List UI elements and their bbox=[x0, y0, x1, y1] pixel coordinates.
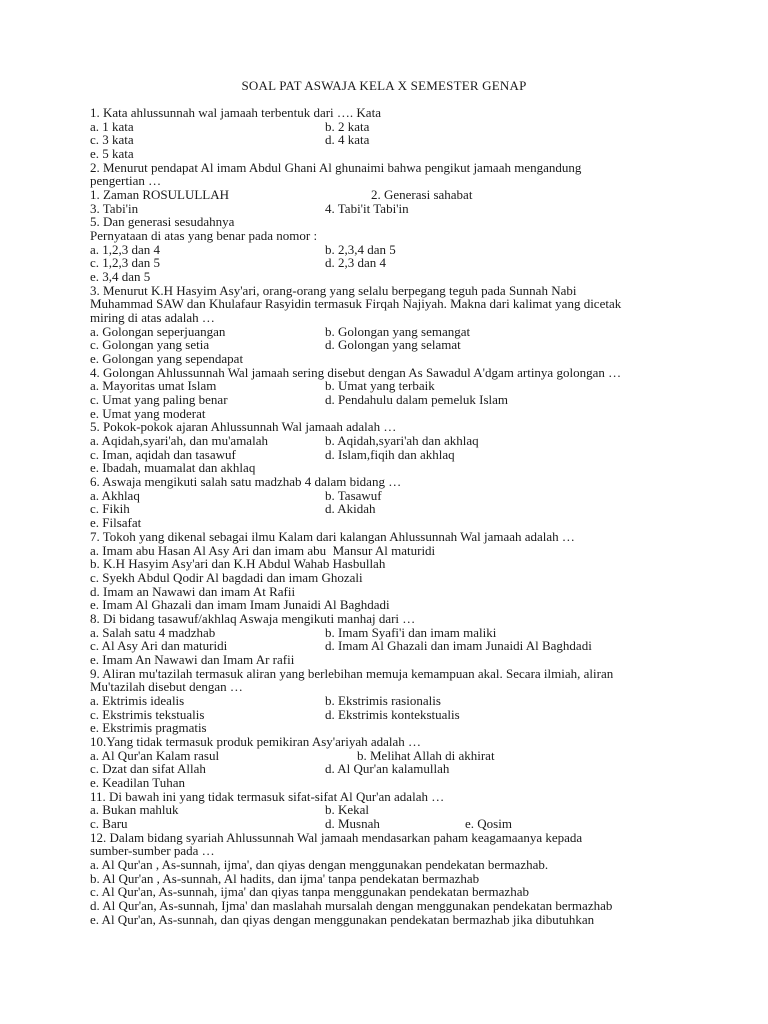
line-text: pengertian … bbox=[90, 173, 162, 189]
line-text: b. Golongan yang semangat bbox=[325, 323, 471, 339]
line-text: e. Imam Al Ghazali dan imam Imam Junaidi Al Baghdadi bbox=[90, 597, 390, 613]
line-text: c. Iman, aqidah dan tasawuf bbox=[90, 446, 236, 462]
text-line bbox=[90, 174, 690, 188]
line-text: 9. Aliran mu'tazilah termasuk aliran yang berlebihan memuja kemampuan akal. Secara ilmiah, aliran bbox=[90, 665, 614, 681]
line-text: e. Keadilan Tuhan bbox=[90, 774, 185, 790]
text-line bbox=[90, 571, 690, 585]
text-line bbox=[90, 147, 690, 161]
line-text: e. Qosim bbox=[465, 815, 512, 831]
line-text: c. 1,2,3 dan 5 bbox=[90, 255, 161, 271]
line-text: a. Akhlaq bbox=[90, 487, 140, 503]
text-line bbox=[90, 680, 690, 694]
text-line bbox=[90, 120, 690, 134]
line-text: e. Al Qur'an, As-sunnah, dan qiyas dengan menggunakan pendekatan bermazhab jika dibutuhkan bbox=[90, 911, 595, 927]
text-line bbox=[90, 708, 690, 722]
line-text: c. Baru bbox=[90, 815, 128, 831]
line-text: 8. Di bidang tasawuf/akhlaq Aswaja mengikuti manhaj dari … bbox=[90, 610, 416, 626]
line-text: a. Imam abu Hasan Al Asy Ari dan imam abu Mansur Al maturidi bbox=[90, 542, 436, 558]
text-line bbox=[90, 612, 690, 626]
line-text: sumber-sumber pada … bbox=[90, 843, 215, 859]
line-text: a. Al Qur'an Kalam rasul bbox=[90, 747, 220, 763]
line-text: e. Ibadah, muamalat dan akhlaq bbox=[90, 460, 256, 476]
text-line bbox=[90, 639, 690, 653]
text-line bbox=[90, 243, 690, 257]
line-text: c. Syekh Abdul Qodir Al bagdadi dan imam Ghozali bbox=[90, 569, 363, 585]
text-line bbox=[90, 297, 690, 311]
page-title: SOAL PAT ASWAJA KELA X SEMESTER GENAP bbox=[241, 78, 527, 93]
line-text: d. Islam,fiqih dan akhlaq bbox=[325, 446, 455, 462]
text-line bbox=[90, 885, 690, 899]
line-text: e. 3,4 dan 5 bbox=[90, 269, 151, 285]
line-text: 11. Di bawah ini yang tidak termasuk sifat-sifat Al Qur'an adalah … bbox=[90, 788, 445, 804]
line-text: b. Aqidah,syari'ah dan akhlaq bbox=[325, 433, 479, 449]
line-text: Pernyataan di atas yang benar pada nomor : bbox=[90, 228, 318, 244]
line-text: d. Golongan yang selamat bbox=[325, 337, 461, 353]
line-text: 5. Dan generasi sesudahnya bbox=[90, 214, 235, 230]
line-text: c. Ekstrimis tekstualis bbox=[90, 706, 205, 722]
text-line bbox=[90, 585, 690, 599]
line-text: a. 1,2,3 dan 4 bbox=[90, 241, 161, 257]
line-text: 2. Menurut pendapat Al imam Abdul Ghani Al ghunaimi bahwa pengikut jamaah mengandung bbox=[90, 159, 582, 175]
line-text: e. Umat yang moderat bbox=[90, 405, 206, 421]
line-text: c. Golongan yang setia bbox=[90, 337, 210, 353]
line-text: 3. Menurut K.H Hasyim Asy'ari, orang-orang yang selalu berpegang teguh pada Sunnah Nabi bbox=[90, 282, 577, 298]
text-line bbox=[90, 407, 690, 421]
text-line bbox=[90, 393, 690, 407]
text-line bbox=[90, 626, 690, 640]
text-line bbox=[90, 434, 690, 448]
line-text: c. Al Qur'an, As-sunnah, ijma' dan qiyas tanpa menggunakan pendekatan bermazhab bbox=[90, 884, 529, 900]
line-text: a. Mayoritas umat Islam bbox=[90, 378, 217, 394]
line-text: d. Musnah bbox=[325, 815, 380, 831]
line-text: b. Tasawuf bbox=[325, 487, 382, 503]
text-line bbox=[90, 653, 690, 667]
text-line bbox=[90, 215, 690, 229]
text-line bbox=[90, 544, 690, 558]
line-text: b. K.H Hasyim Asy'ari dan K.H Abdul Wahab Hasbullah bbox=[90, 556, 386, 572]
line-text: d. Al Qur'an, As-sunnah, Ijma' dan maslahah mursalah dengan menggunakan pendekatan bermazhab bbox=[90, 897, 613, 913]
line-text: c. Dzat dan sifat Allah bbox=[90, 761, 206, 777]
text-line bbox=[90, 106, 690, 120]
text-line bbox=[90, 844, 690, 858]
text-line bbox=[90, 858, 690, 872]
text-line bbox=[90, 325, 690, 339]
line-text: d. Al Qur'an kalamullah bbox=[325, 761, 450, 777]
text-line bbox=[90, 803, 690, 817]
line-text: e. 5 kata bbox=[90, 146, 134, 162]
text-line bbox=[90, 202, 690, 216]
text-line bbox=[90, 502, 690, 516]
line-text: 3. Tabi'in bbox=[90, 200, 139, 216]
line-text: e. Golongan yang sependapat bbox=[90, 351, 244, 367]
text-line bbox=[90, 161, 690, 175]
text-line bbox=[90, 270, 690, 284]
line-text: a. Aqidah,syari'ah, dan mu'amalah bbox=[90, 433, 268, 449]
line-text: c. Fikih bbox=[90, 501, 130, 517]
text-line bbox=[90, 256, 690, 270]
line-text: d. Ekstrimis kontekstualis bbox=[325, 706, 460, 722]
text-line bbox=[90, 831, 690, 845]
line-text: 6. Aswaja mengikuti salah satu madzhab 4 dalam bidang … bbox=[90, 474, 402, 490]
text-line bbox=[90, 694, 690, 708]
line-text: b. Kekal bbox=[325, 802, 370, 818]
text-line bbox=[90, 448, 690, 462]
line-text: miring di atas adalah … bbox=[90, 310, 215, 326]
line-text: b. Melihat Allah di akhirat bbox=[357, 747, 495, 763]
line-text: e. Ekstrimis pragmatis bbox=[90, 720, 207, 736]
text-line bbox=[90, 229, 690, 243]
line-text: 2. Generasi sahabat bbox=[371, 187, 473, 203]
line-text: a. Bukan mahluk bbox=[90, 802, 179, 818]
text-line bbox=[90, 749, 690, 763]
line-text: 10.Yang tidak termasuk produk pemikiran Asy'ariyah adalah … bbox=[90, 733, 422, 749]
line-text: d. Imam an Nawawi dan imam At Rafii bbox=[90, 583, 296, 599]
line-text: b. Ekstrimis rasionalis bbox=[325, 692, 441, 708]
line-text: b. Al Qur'an , As-sunnah, Al hadits, dan ijma' tanpa pendekatan bermazhab bbox=[90, 870, 480, 886]
text-line bbox=[90, 338, 690, 352]
text-line bbox=[90, 489, 690, 503]
text-line bbox=[90, 284, 690, 298]
text-line bbox=[90, 420, 690, 434]
line-text: c. Umat yang paling benar bbox=[90, 392, 228, 408]
text-line bbox=[90, 667, 690, 681]
text-line bbox=[90, 913, 690, 927]
text-line bbox=[90, 735, 690, 749]
line-text: b. Umat yang terbaik bbox=[325, 378, 435, 394]
text-line bbox=[90, 721, 690, 735]
text-line bbox=[90, 776, 690, 790]
text-line bbox=[90, 899, 690, 913]
text-line bbox=[90, 598, 690, 612]
line-text: a. Al Qur'an , As-sunnah, ijma', dan qiyas dengan menggunakan pendekatan bermazhab. bbox=[90, 856, 549, 872]
line-text: e. Imam An Nawawi dan Imam Ar rafii bbox=[90, 651, 295, 667]
line-text: 1. Zaman ROSULULLAH bbox=[90, 187, 230, 203]
text-line bbox=[90, 790, 690, 804]
line-text: a. 1 kata bbox=[90, 118, 134, 134]
line-text: 4. Tabi'it Tabi'in bbox=[325, 200, 409, 216]
question-list bbox=[90, 106, 690, 926]
line-text: a. Ektrimis idealis bbox=[90, 692, 185, 708]
text-line bbox=[90, 461, 690, 475]
text-line bbox=[90, 762, 690, 776]
line-text: 12. Dalam bidang syariah Ahlussunnah Wal jamaah mendasarkan paham keagamaanya kepada bbox=[90, 829, 583, 845]
text-line bbox=[90, 188, 690, 202]
line-text: 4. Golongan Ahlussunnah Wal jamaah sering disebut dengan As Sawadul A'dgam artinya golongan … bbox=[90, 364, 622, 380]
line-text: a. Salah satu 4 madzhab bbox=[90, 624, 216, 640]
line-text: d. 2,3 dan 4 bbox=[325, 255, 387, 271]
text-line bbox=[90, 557, 690, 571]
text-line bbox=[90, 379, 690, 393]
line-text: b. Imam Syafi'i dan imam maliki bbox=[325, 624, 497, 640]
line-text: c. Al Asy Ari dan maturidi bbox=[90, 638, 228, 654]
line-text: d. Imam Al Ghazali dan imam Junaidi Al Baghdadi bbox=[325, 638, 592, 654]
line-text: 5. Pokok-pokok ajaran Ahlussunnah Wal jamaah adalah … bbox=[90, 419, 397, 435]
line-text: 7. Tokoh yang dikenal sebagai ilmu Kalam dari kalangan Ahlussunnah Wal jamaah adalah … bbox=[90, 528, 575, 544]
line-text: b. 2 kata bbox=[325, 118, 370, 134]
text-line bbox=[90, 366, 690, 380]
line-text: 1. Kata ahlussunnah wal jamaah terbentuk dari …. Kata bbox=[90, 105, 381, 120]
line-text: d. Akidah bbox=[325, 501, 376, 517]
text-line bbox=[90, 516, 690, 530]
line-text: e. Filsafat bbox=[90, 515, 142, 531]
line-text: c. 3 kata bbox=[90, 132, 134, 148]
line-text: a. Golongan seperjuangan bbox=[90, 323, 226, 339]
line-text: Mu'tazilah disebut dengan … bbox=[90, 679, 243, 695]
line-text: d. Pendahulu dalam pemeluk Islam bbox=[325, 392, 509, 408]
text-line bbox=[90, 311, 690, 325]
line-text: b. 2,3,4 dan 5 bbox=[325, 241, 396, 257]
text-line bbox=[90, 530, 690, 544]
line-text: Muhammad SAW dan Khulafaur Rasyidin termasuk Firqah Najiyah. Makna dari kalimat yang dicetak bbox=[90, 296, 622, 312]
line-text: d. 4 kata bbox=[325, 132, 370, 148]
text-line bbox=[90, 133, 690, 147]
text-line bbox=[90, 475, 690, 489]
text-line bbox=[90, 872, 690, 886]
text-line bbox=[90, 817, 690, 831]
text-line bbox=[90, 352, 690, 366]
